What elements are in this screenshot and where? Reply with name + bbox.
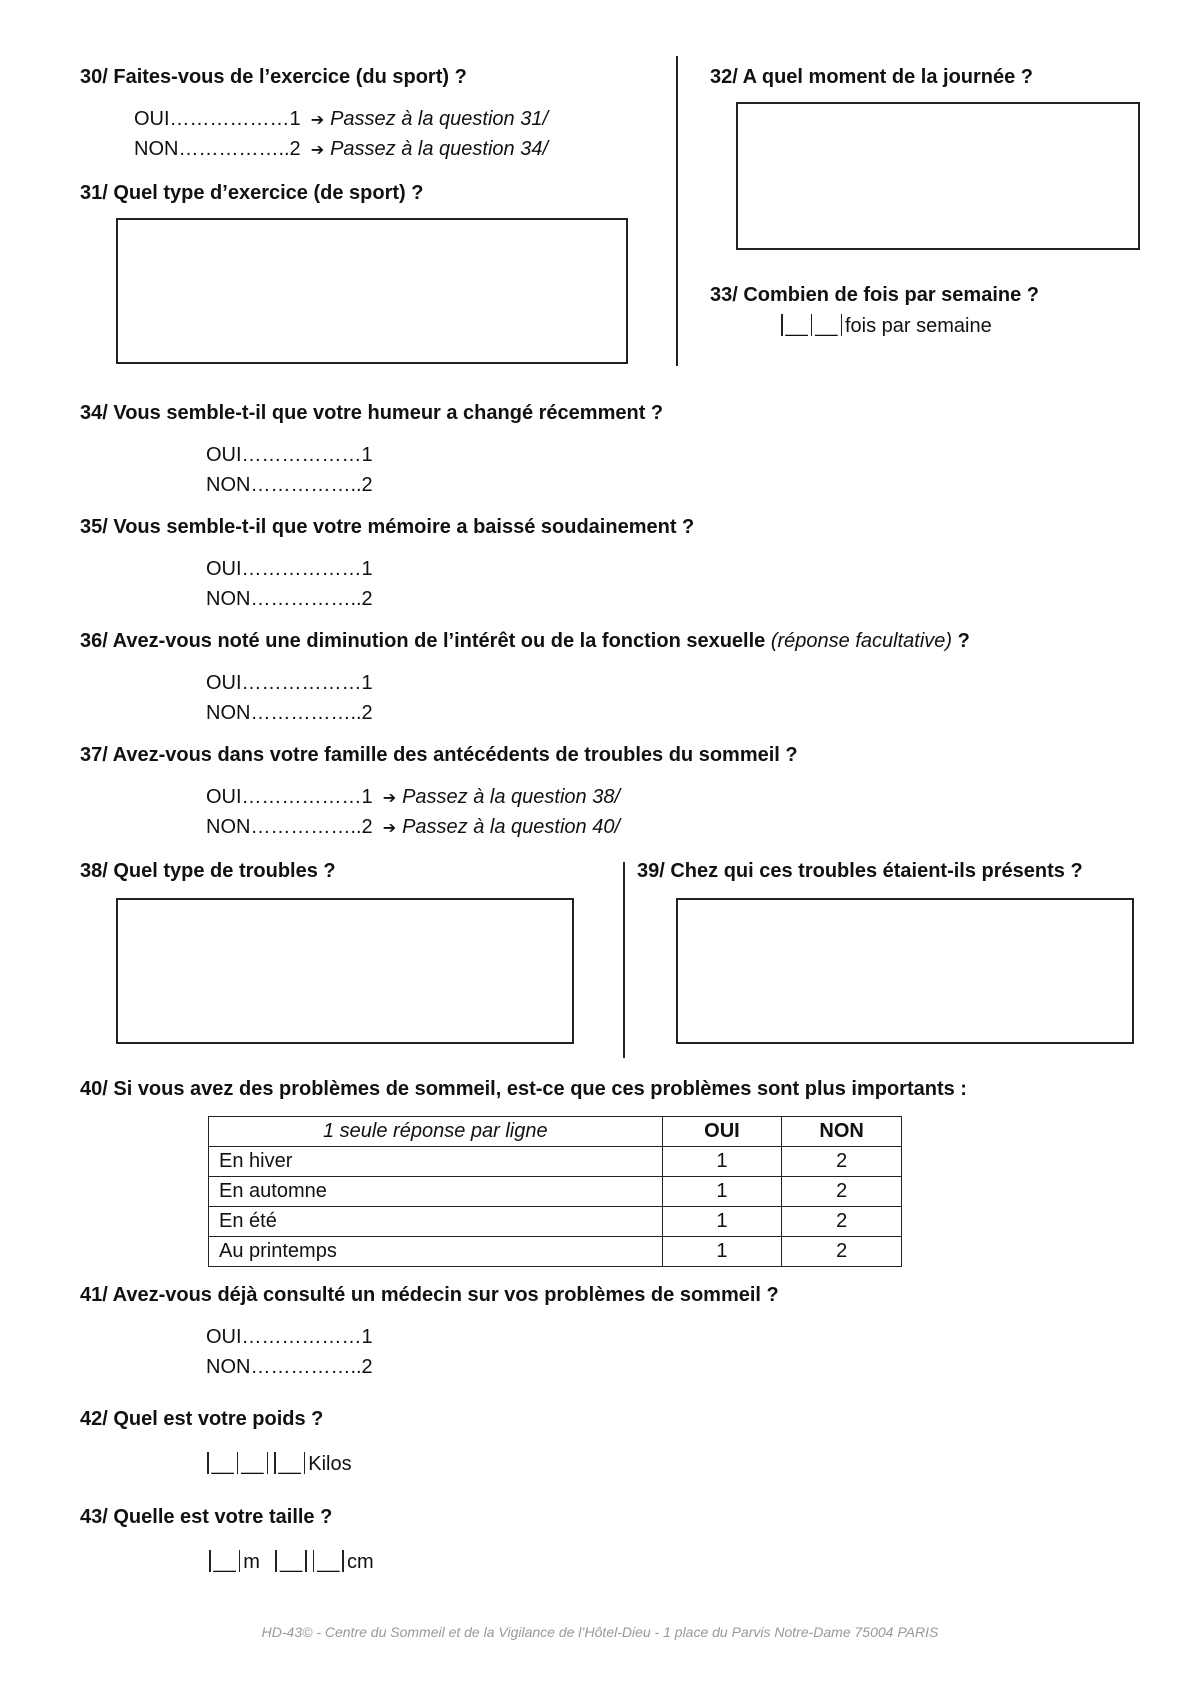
q34-title: 34/ Vous semble-t-il que votre humeur a changé récemment ? [80, 402, 664, 424]
q34-option-yes[interactable]: OUI………………1 [206, 444, 373, 466]
cell-non[interactable]: 2 [782, 1237, 902, 1267]
q31-answer-box[interactable] [116, 218, 628, 364]
q36-option-no[interactable]: NON……………..2 [206, 702, 373, 724]
q34-option-no[interactable]: NON……………..2 [206, 474, 373, 496]
cell-oui[interactable]: 1 [662, 1207, 782, 1237]
unit-label-cm: cm [346, 1551, 374, 1573]
page-footer: HD-43© - Centre du Sommeil et de la Vigilance de l’Hôtel-Dieu - 1 place du Parvis Notre-Dame 75004 PARIS [261, 1624, 939, 1640]
q35-title: 35/ Vous semble-t-il que votre mémoire a baissé soudainement ? [80, 516, 695, 538]
q32-title: 32/ A quel moment de la journée ? [710, 66, 1034, 88]
q41-option-no[interactable]: NON……………..2 [206, 1356, 373, 1378]
table-header-row [209, 1117, 902, 1147]
cell-non[interactable]: 2 [782, 1177, 902, 1207]
arrow-right-icon: ➔ [382, 820, 397, 837]
q41-option-yes[interactable]: OUI………………1 [206, 1326, 373, 1348]
q30-title: 30/ Faites-vous de l’exercice (du sport) ? [80, 66, 467, 88]
q35-option-no[interactable]: NON……………..2 [206, 588, 373, 610]
q35-option-yes[interactable]: OUI………………1 [206, 558, 373, 580]
q33-frequency-field[interactable] [778, 314, 992, 338]
column-divider [623, 862, 625, 1058]
cell-oui[interactable]: 1 [662, 1237, 782, 1267]
row-label: En été [209, 1207, 663, 1237]
cell-non[interactable]: 2 [782, 1147, 902, 1177]
blank: __ [211, 1453, 234, 1475]
q37-title: 37/ Avez-vous dans votre famille des antécédents de troubles du sommeil ? [80, 744, 798, 766]
q37-option-no[interactable] [206, 816, 620, 839]
q38-title: 38/ Quel type de troubles ? [80, 860, 336, 882]
skip-instruction: Passez à la question 31/ [330, 108, 549, 130]
q39-answer-box[interactable] [676, 898, 1134, 1044]
column-divider [676, 56, 678, 366]
option-label: NON……………..2 [134, 138, 301, 160]
arrow-right-icon: ➔ [310, 142, 325, 159]
cell-oui[interactable]: 1 [662, 1147, 782, 1177]
blank: __ [785, 315, 808, 337]
skip-instruction: Passez à la question 38/ [402, 786, 621, 808]
blank: __ [241, 1453, 264, 1475]
table-row [209, 1147, 902, 1177]
q31-title: 31/ Quel type d’exercice (de sport) ? [80, 182, 424, 204]
q37-option-yes[interactable] [206, 786, 620, 809]
q30-option-yes[interactable] [134, 108, 548, 131]
table-header-non: NON [782, 1117, 902, 1147]
skip-instruction: Passez à la question 40/ [402, 816, 621, 838]
row-label: En hiver [209, 1147, 663, 1177]
q40-title: 40/ Si vous avez des problèmes de sommeil, est-ce que ces problèmes sont plus importants : [80, 1078, 967, 1100]
option-label: NON……………..2 [206, 816, 373, 838]
blank: __ [213, 1551, 236, 1573]
unit-label-m: m [243, 1551, 260, 1573]
q33-title: 33/ Combien de fois par semaine ? [710, 284, 1039, 306]
blank: __ [279, 1551, 303, 1573]
q36-title-text: 36/ Avez-vous noté une diminution de l’intérêt ou de la fonction sexuelle [80, 630, 766, 652]
cell-oui[interactable]: 1 [662, 1177, 782, 1207]
unit-label: Kilos [308, 1453, 352, 1475]
table-header-instruction: 1 seule réponse par ligne [209, 1117, 663, 1147]
q40-season-table [208, 1116, 902, 1267]
q43-title: 43/ Quelle est votre taille ? [80, 1506, 333, 1528]
table-row [209, 1177, 902, 1207]
q36-question-mark: ? [957, 630, 970, 652]
q43-height-field[interactable] [206, 1550, 374, 1574]
row-label: Au printemps [209, 1237, 663, 1267]
q36-option-yes[interactable]: OUI………………1 [206, 672, 373, 694]
row-label: En automne [209, 1177, 663, 1207]
q42-title: 42/ Quel est votre poids ? [80, 1408, 324, 1430]
table-header-oui: OUI [662, 1117, 782, 1147]
blank: __ [815, 315, 838, 337]
blank: __ [278, 1453, 301, 1475]
option-label: OUI………………1 [134, 108, 301, 130]
q36-title [80, 630, 970, 653]
arrow-right-icon: ➔ [310, 112, 325, 129]
q30-option-no[interactable] [134, 138, 548, 161]
table-row [209, 1237, 902, 1267]
q39-title: 39/ Chez qui ces troubles étaient-ils présents ? [637, 860, 1083, 882]
q41-title: 41/ Avez-vous déjà consulté un médecin sur vos problèmes de sommeil ? [80, 1284, 779, 1306]
blank: __ [317, 1551, 340, 1573]
skip-instruction: Passez à la question 34/ [330, 138, 549, 160]
q38-answer-box[interactable] [116, 898, 574, 1044]
unit-label: fois par semaine [845, 315, 992, 337]
arrow-right-icon: ➔ [382, 790, 397, 807]
q32-answer-box[interactable] [736, 102, 1140, 250]
table-row [209, 1207, 902, 1237]
q42-weight-field[interactable] [204, 1452, 352, 1476]
option-label: OUI………………1 [206, 786, 373, 808]
cell-non[interactable]: 2 [782, 1207, 902, 1237]
q36-note: (réponse facultative) [770, 630, 953, 652]
